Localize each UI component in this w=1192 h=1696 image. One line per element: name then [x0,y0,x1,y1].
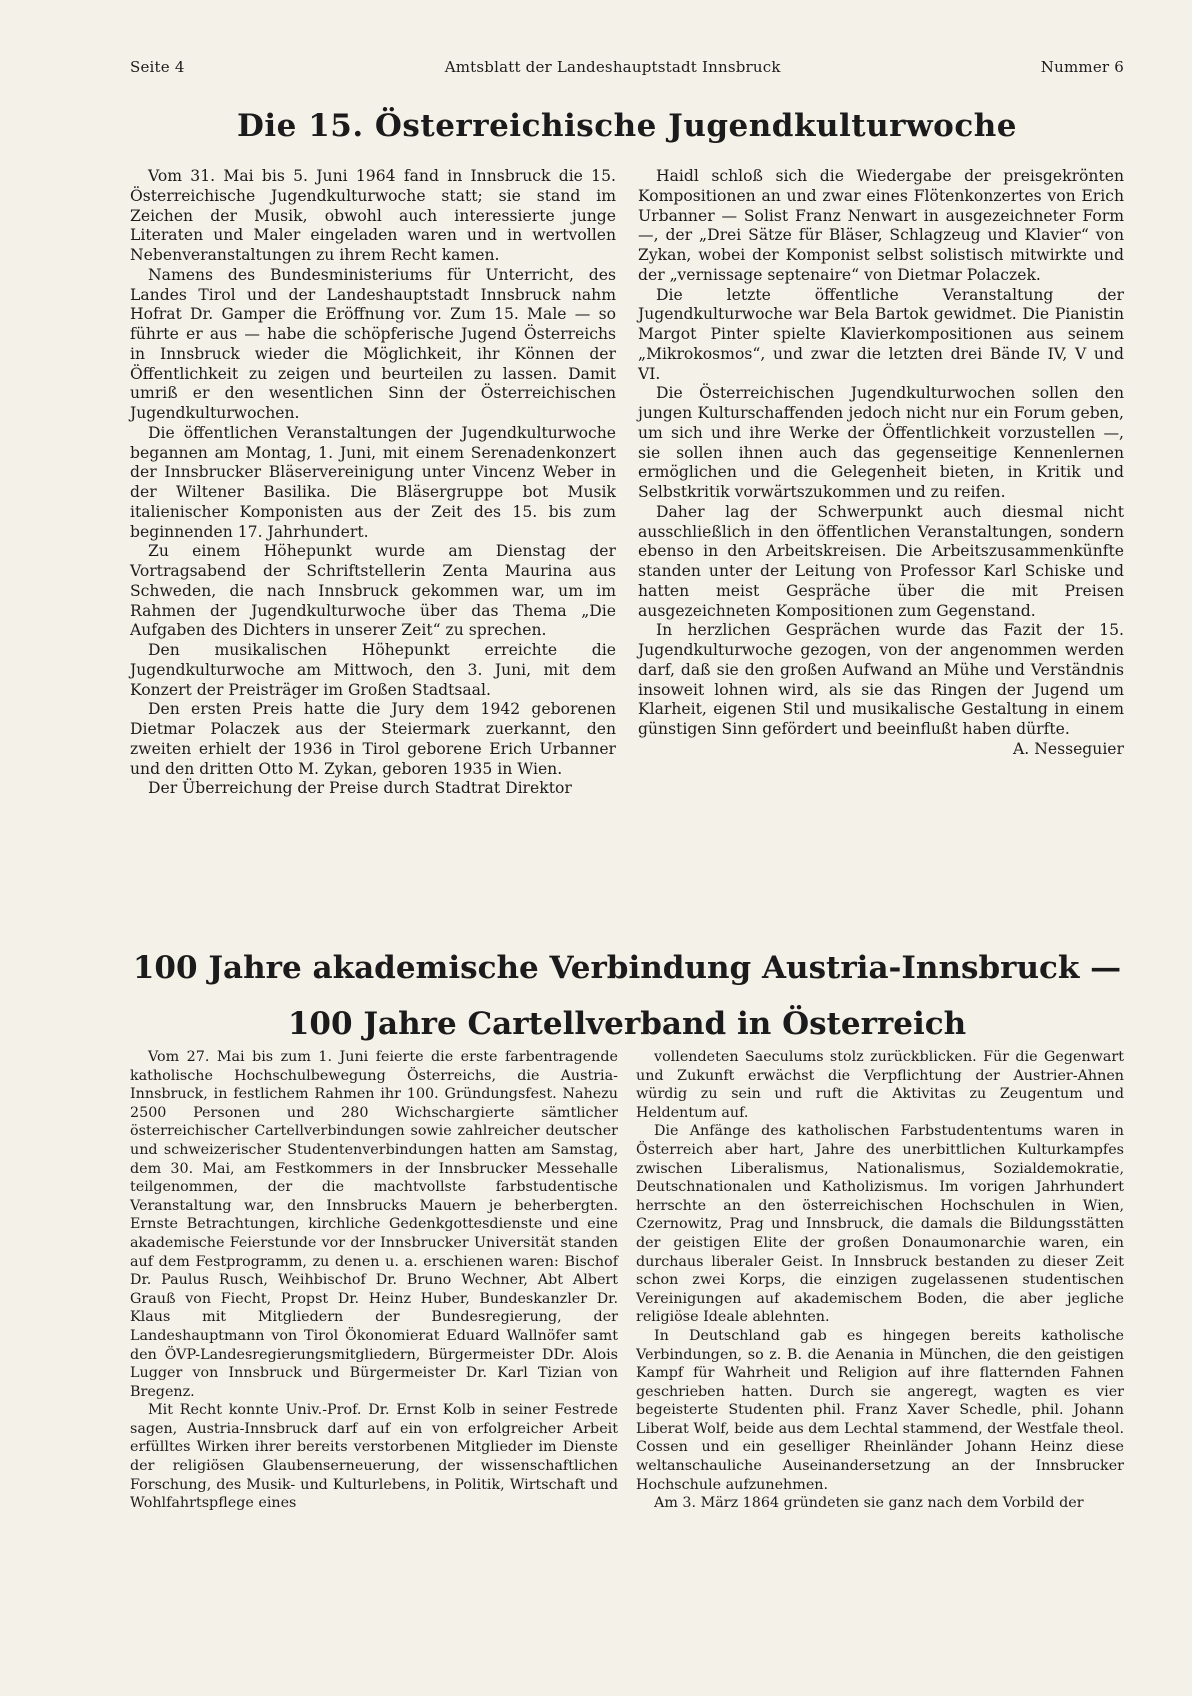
article-column-right [638,167,1124,903]
article-title-line-1: 100 Jahre akademische Verbindung Austria-Innsbruck — [132,950,1122,986]
paragraph: Der Überreichung der Preise durch Stadtrat Direktor [148,779,572,798]
article-column-right [636,1048,1124,1668]
article-column-left [130,1048,618,1668]
article-title: Die 15. Österreichische Jugendkulturwoche [237,108,1017,144]
paragraph: Zu einem Höhepunkt wurde am Dienstag der Vortragsabend der Schriftstellerin Zenta Maurina aus Schweden, die nach Innsbruck gekommen war, um im Rahmen der Jugendkulturwoche über das Thema „Die Aufgaben des Dichters in unserer Zeit“ zu sprechen. [130,542,616,640]
paragraph: Mit Recht konnte Univ.-Prof. Dr. Ernst Kolb in seiner Festrede sagen, Austria-Innsbruck darf auf ein von erfolgreicher Arbeit erfülltes Wirken ihrer bereits verstorbenen Mitglieder im Dienste der religiösen Glaubenserneuerung, der wissenschaftlichen Forschung, des Musik- und Kulturlebens, in Politik, Wirtschaft und Wohlfahrtspflege eines [130,1402,618,1512]
paragraph: Am 3. März 1864 gründeten sie ganz nach dem Vorbild der [654,1495,1084,1512]
paragraph: Die öffentlichen Veranstaltungen der Jugendkulturwoche begannen am Montag, 1. Juni, mit einem Serenadenkonzert der Innsbrucker Bläservereinigung unter Vincenz Weber in der Wiltener Basilika. Die Bläsergruppe bot Musik italienischer Komponisten aus der Zeit des 15. bis zum beginnenden 17. Jahrhundert. [130,423,616,541]
publication-name: Amtsblatt der Landeshauptstadt Innsbruck [444,58,781,76]
paragraph: vollendeten Saeculums stolz zurückblicken. Für die Gegenwart und Zukunft erwächst die Verpflichtung der Austrier-Ahnen würdig zu sein und ruft die Aktivitas zu Zeugentum und Heldentum auf. [636,1049,1124,1121]
page-number: Seite 4 [130,58,185,76]
article-body [130,1048,1124,1668]
paragraph: Die letzte öffentliche Veranstaltung der Jugendkulturwoche war Bela Bartok gewidmet. Die Pianistin Margot Pinter spielte Klavierkompositionen aus seinem „Mikrokosmos“, und zwar die letzten drei Bände IV, V und VI. [638,285,1124,383]
article-title [130,940,1124,1052]
paragraph: In Deutschland gab es hingegen bereits katholische Verbindungen, so z. B. die Aenania in München, die den geistigen Kampf für Wahrheit und Religion auf ihre flatternden Fahnen geschrieben hatten. Durch sie angeregt, wagten es vier begeisterte Studenten phil. Franz Xaver Schedle, phil. Johann Liberat Wolf, beide aus dem Lechtal stammend, der Westfale theol. Cossen und ein geselliger Rheinländer Johann Heinz diese weltanschauliche Auseinandersetzung an der Innsbrucker Hochschule aufzunehmen. [636,1327,1124,1493]
paragraph: Vom 31. Mai bis 5. Juni 1964 fand in Innsbruck die 15. Österreichische Jugendkulturwoche statt; sie stand im Zeichen der Musik, obwohl auch interessierte junge Literaten und Maler eingeladen waren und in wertvollen Nebenveranstaltungen zu ihrem Recht kamen. [130,167,616,264]
paragraph: Vom 27. Mai bis zum 1. Juni feierte die erste farbentragende katholische Hochschulbewegung Österreichs, die Austria-Innsbruck, in festlichem Rahmen ihr 100. Gründungsfest. Nahezu 2500 Personen und 280 Wichschargierte sämtlicher österreichischer Cartellverbindungen sowie zahlreicher deutscher und schweizerischer Studentenverbindungen hatten am Samstag, dem 30. Mai, am Festkommers in der Innsbrucker Messehalle teilgenommen, der die machtvollste farbstudentische Veranstaltung war, den Innsbrucks Mauern je beherbergten. Ernste Betrachtungen, kirchliche Gedenkgottesdienste und eine akademische Feierstunde vor der Innsbrucker Universität standen auf dem Festprogramm, zu denen u. a. erschienen waren: Bischof Dr. Paulus Rusch, Weihbischof Dr. Bruno Wechner, Abt Albert Grauß von Fiecht, Propst Dr. Heinz Huber, Bundeskanzler Dr. Klaus mit Mitgliedern der Bundesregierung, der Landeshauptmann von Tirol Ökonomierat Eduard Wallnöfer samt den ÖVP-Landesregierungsmitgliedern, Bürgermeister DDr. Alois Lugger von Innsbruck und Bürgermeister Dr. Karl Tizian von Bregenz. [130,1049,618,1400]
article-column-left [130,167,616,903]
article-title-line-2: 100 Jahre Cartellverband in Österreich [287,1006,967,1042]
paragraph-text: In herzlichen Gesprächen wurde das Fazit der 15. Jugendkulturwoche gezogen, von der angenommen werden darf, daß sie den großen Aufwand an Mühe und Verständnis insoweit lohnen wird, als sie das Ringen der Jugend um Klarheit, eigenen Stil und musikalische Gestaltung in einem günstigen Sinn gefördert und beeinflußt haben dürfte. [638,621,1124,738]
paragraph: Namens des Bundesministeriums für Unterricht, des Landes Tirol und der Landeshauptstadt Innsbruck nahm Hofrat Dr. Gamper die Eröffnung vor. Zum 15. Male — so führte er aus — habe die schöpferische Jugend Österreichs in Innsbruck wieder die Möglichkeit, ihr Können der Öffentlichkeit zu zeigen und beurteilen zu lassen. Damit umriß er den wesentlichen Sinn der Österreichischen Jugendkulturwochen. [130,265,616,422]
paragraph: Haidl schloß sich die Wiedergabe der preisgekrönten Kompositionen an und zwar eines Flötenkonzertes von Erich Urbanner — Solist Franz Nenwart in ausgezeichneter Form —, der „Drei Sätze für Bläser, Schlagzeug und Klavier“ von Zykan, wobei der Komponist selbst solistisch mitwirkte und der „vernissage septenaire“ von Dietmar Polaczek. [638,167,1124,284]
paragraph: Daher lag der Schwerpunkt auch diesmal nicht ausschließlich in den öffentlichen Veranstaltungen, sondern ebenso in den Arbeitskreisen. Die Arbeitszusammenkünfte standen unter der Leitung von Professor Karl Schiske und hatten meist Gespräche über die mit Preisen ausgezeichneten Kompositionen zum Gegenstand. [638,502,1124,620]
paragraph: Die Anfänge des katholischen Farbstudententums waren in Österreich aber hart, Jahre des unerbittlichen Kulturkampfes zwischen Liberalismus, Nationalismus, Sozialdemokratie, Deutschnationalen und Katholizismus. Im vorigen Jahrhundert herrschte an den österreichischen Hochschulen in Wien, Czernowitz, Prag und Innsbruck, die damals die Bildungsstätten der geistigen Elite der großen Donaumonarchie waren, ein durchaus liberaler Geist. In Innsbruck bestanden zu dieser Zeit schon zwei Korps, die einzigen zugelassenen studentischen Vereinigungen auf akademischem Boden, die aber jegliche religiöse Ideale ablehnten. [636,1123,1124,1326]
paragraph: Die Österreichischen Jugendkulturwochen sollen den jungen Kulturschaffenden jedoch nicht nur ein Forum geben, um sich und ihre Werke der Öffentlichkeit vorzustellen —, sie sollen ihnen auch das gegenseitige Kennenlernen ermöglichen und die Gelegenheit bieten, in Kritik und Selbstkritik vorwärtszukommen und zu reifen. [638,384,1124,501]
page-header [130,58,1124,76]
article-body [130,167,1124,903]
paragraph: Den musikalischen Höhepunkt erreichte die Jugendkulturwoche am Mittwoch, den 3. Juni, mit dem Konzert der Preisträger im Großen Stadtsaal. [130,641,616,699]
author-signature: A. Nesseguier [1013,739,1124,758]
paragraph [638,621,1124,758]
issue-number: Nummer 6 [1040,58,1124,76]
paragraph: Den ersten Preis hatte die Jury dem 1942 geborenen Dietmar Polaczek aus der Steiermark zuerkannt, den zweiten erhielt der 1936 in Tirol geborene Erich Urbanner und den dritten Otto M. Zykan, geboren 1935 in Wien. [130,700,616,778]
